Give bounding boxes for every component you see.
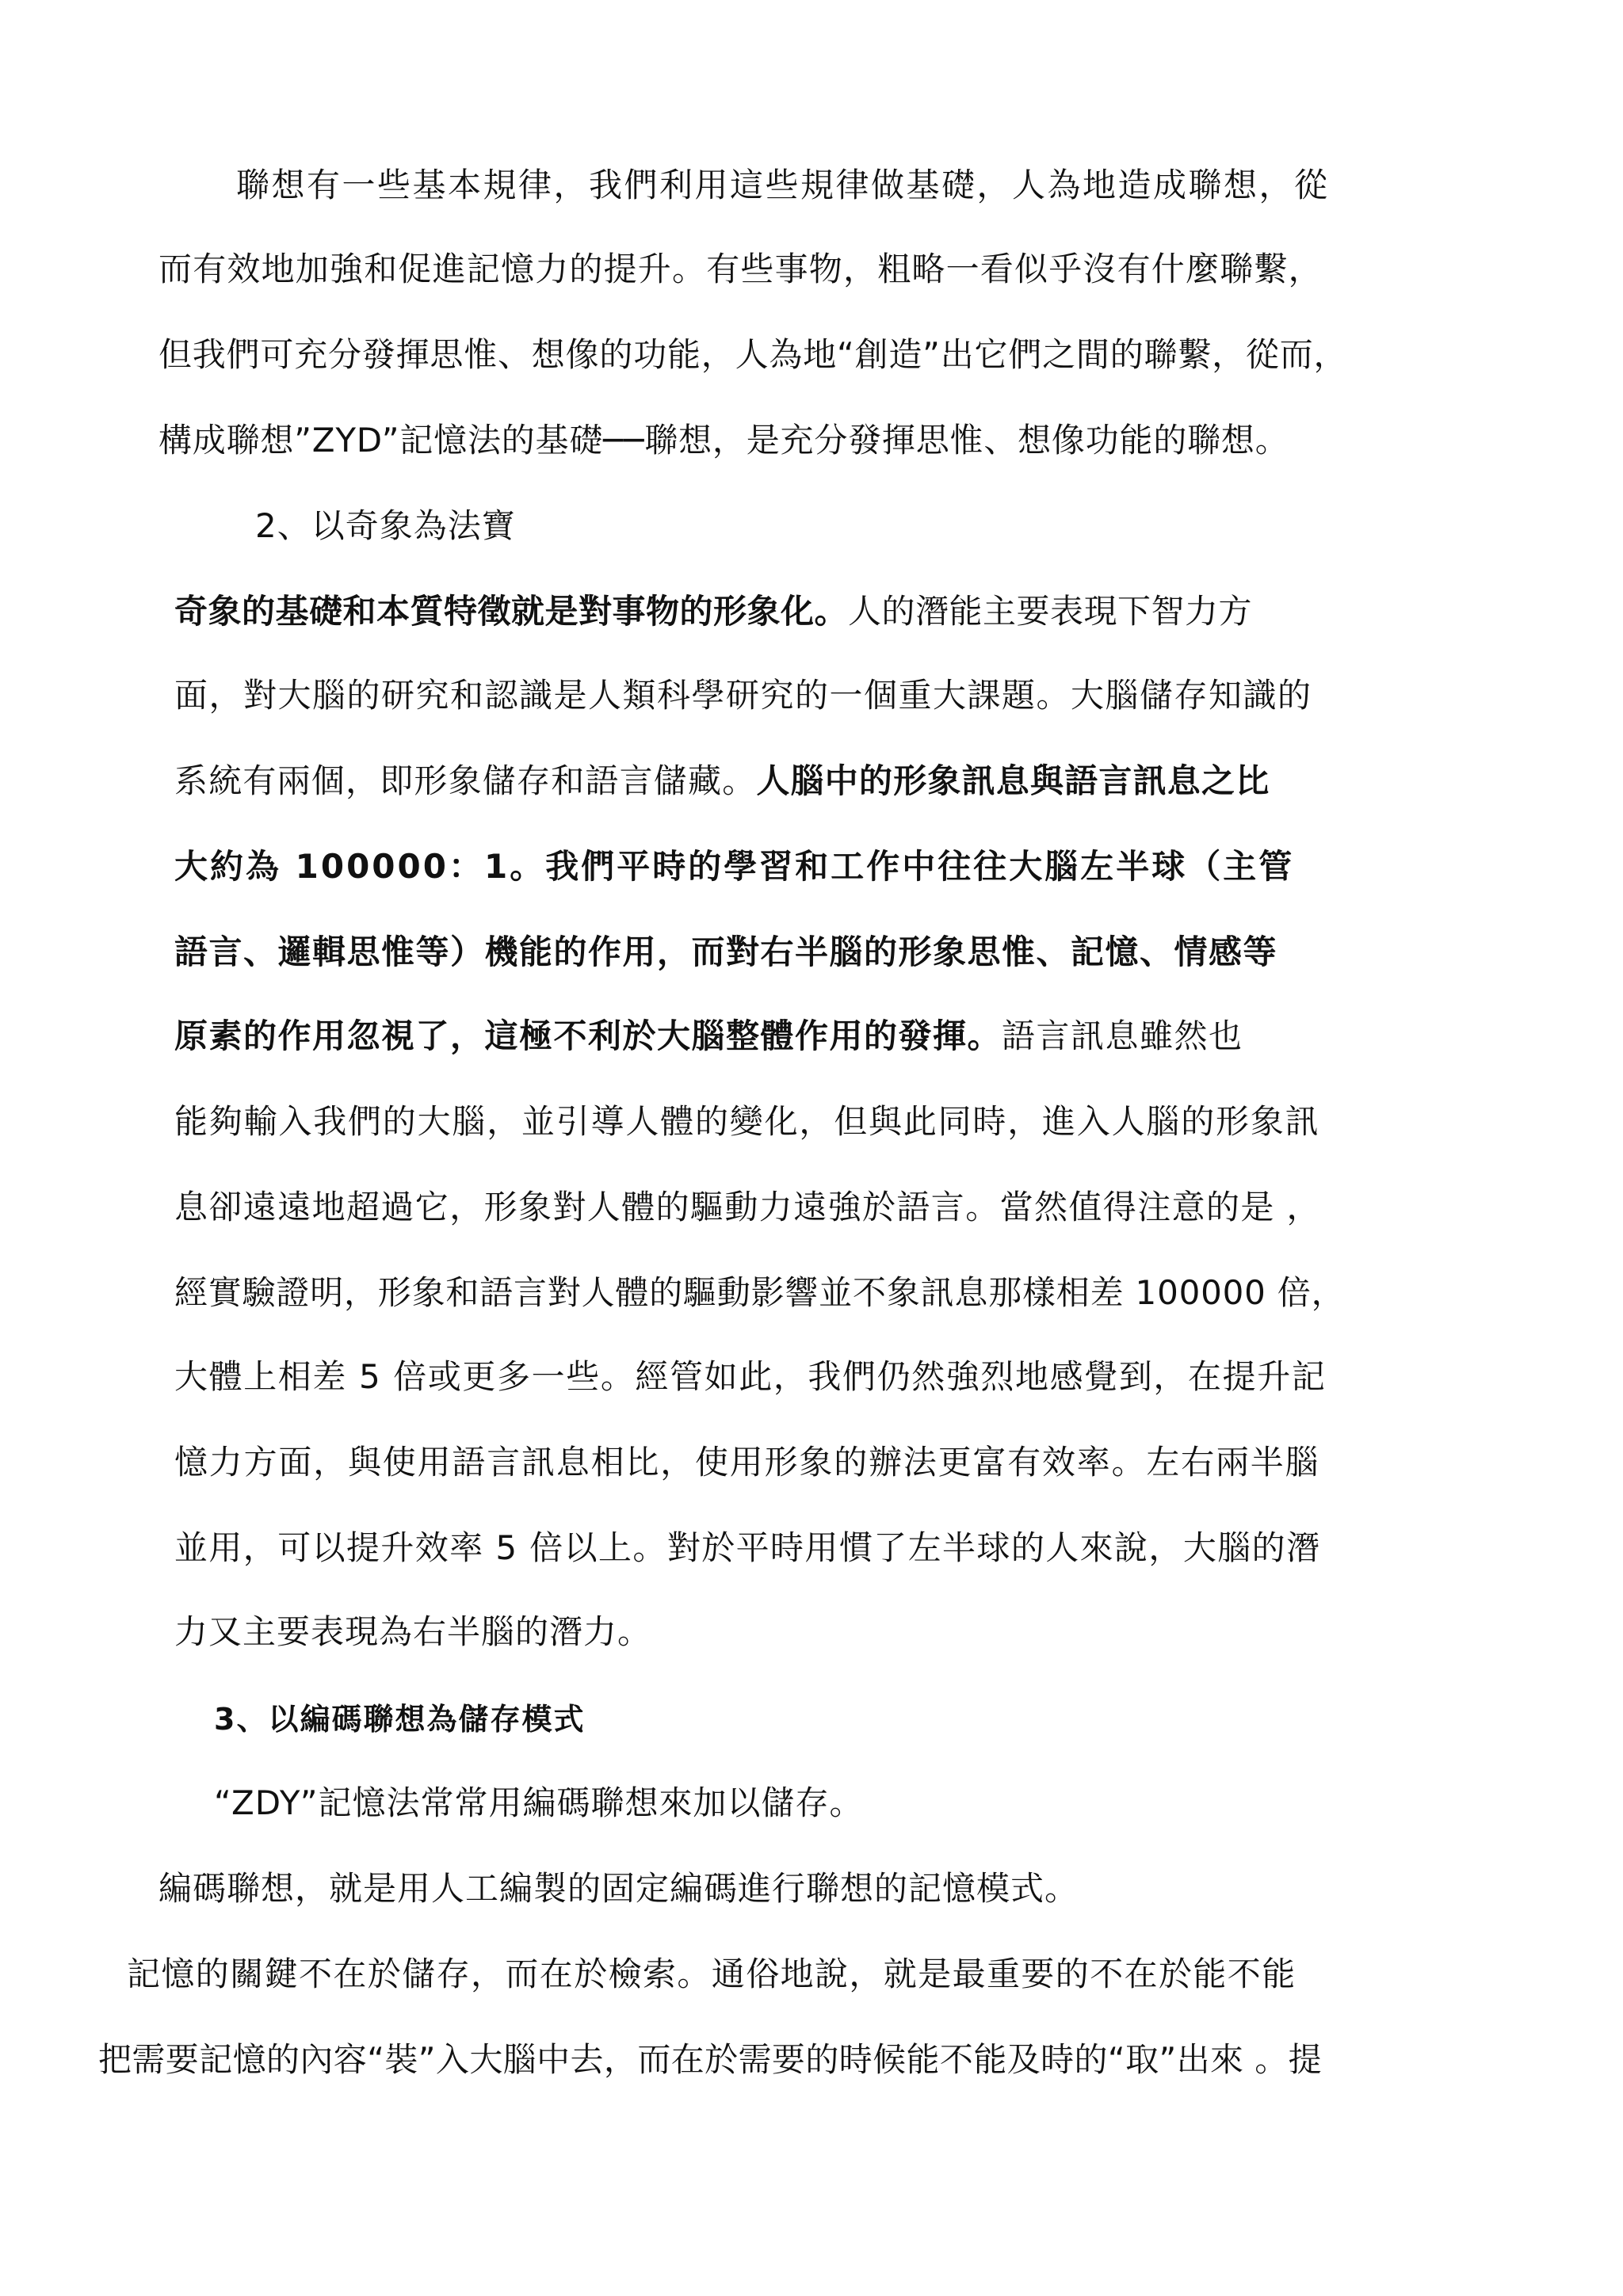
para3-line1: “ZDY”記憶法常常用編碼聯想來加以儲存。 xyxy=(214,1783,864,1822)
para2-line1-bold: 奇象的基礎和本質特徵就是對事物的形象化。 xyxy=(174,592,849,631)
para2-line10: 大體上相差 5 倍或更多一些。經管如此，我們仍然強烈地感覺到，在提升記 xyxy=(174,1357,1327,1396)
para1-line2: 而有效地加強和促進記憶力的提升。有些事物，粗略一看似乎沒有什麼聯繫， xyxy=(158,250,1323,288)
para2-line3-normal: 系統有兩個，即形象儲存和語言儲藏。 xyxy=(174,761,757,800)
para2-line3-bold: 人腦中的形象訊息與語言訊息之比 xyxy=(756,761,1270,800)
para3-line3: 記憶的關鍵不在於儲存，而在於檢索。通俗地說，就是最重要的不在於能不能 xyxy=(127,1955,1296,1993)
para3-line4: 把需要記憶的內容“裝”入大腦中去，而在於需要的時候能不能及時的“取”出來 。提 xyxy=(98,2040,1322,2079)
para3-line2: 編碼聯想，就是用人工編製的固定編碼進行聯想的記憶模式。 xyxy=(158,1869,1079,1908)
para2-line2: 面，對大腦的研究和認識是人類科學研究的一個重大課題。大腦儲存知識的 xyxy=(174,676,1312,715)
para2-line1-rest: 人的潛能主要表現下智力方 xyxy=(848,592,1253,631)
para2-line6 xyxy=(174,1016,1243,1057)
para2-line4: 大約為 100000：1。我們平時的學習和工作中往往大腦左半球（主管 xyxy=(174,847,1295,886)
para1-line4: 構成聯想”ZYD”記憶法的基礎──聯想，是充分發揮思惟、想像功能的聯想。 xyxy=(158,421,1289,460)
para1-line1: 聯想有一些基本規律，我們利用這些規律做基礎，人為地造成聯想，從 xyxy=(236,166,1330,204)
para2-line13: 力又主要表現為右半腦的潛力。 xyxy=(174,1612,652,1651)
para2-line3 xyxy=(174,761,1270,802)
para2-line8: 息卻遠遠地超過它，形象對人體的驅動力遠強於語言。當然值得注意的是 ， xyxy=(174,1188,1321,1226)
para2-line12: 並用，可以提升效率 5 倍以上。對於平時用慣了左半球的人來說，大腦的潛 xyxy=(174,1528,1321,1567)
heading-2: 2、以奇象為法寶 xyxy=(255,506,516,545)
para2-line6-bold: 原素的作用忽視了，這極不利於大腦整體作用的發揮。 xyxy=(174,1016,1002,1055)
para2-line7: 能夠輸入我們的大腦，並引導人體的變化，但與此同時，進入人腦的形象訊 xyxy=(174,1102,1320,1141)
para2-line1 xyxy=(174,591,1252,632)
para1-line3: 但我們可充分發揮思惟、想像的功能，人為地“創造”出它們之間的聯繫，從而， xyxy=(158,335,1348,374)
para2-line5: 語言、邏輯思惟等）機能的作用，而對右半腦的形象思惟、記憶、情感等 xyxy=(174,933,1278,971)
para2-line6-rest: 語言訊息雖然也 xyxy=(1002,1016,1243,1055)
para2-line11: 憶力方面，與使用語言訊息相比，使用形象的辦法更富有效率。左右兩半腦 xyxy=(174,1443,1320,1482)
para2-line9: 經實驗證明，形象和語言對人體的驅動影響並不象訊息那樣相差 100000 倍， xyxy=(174,1273,1346,1312)
heading-3: 3、以編碼聯想為儲存模式 xyxy=(214,1702,586,1737)
